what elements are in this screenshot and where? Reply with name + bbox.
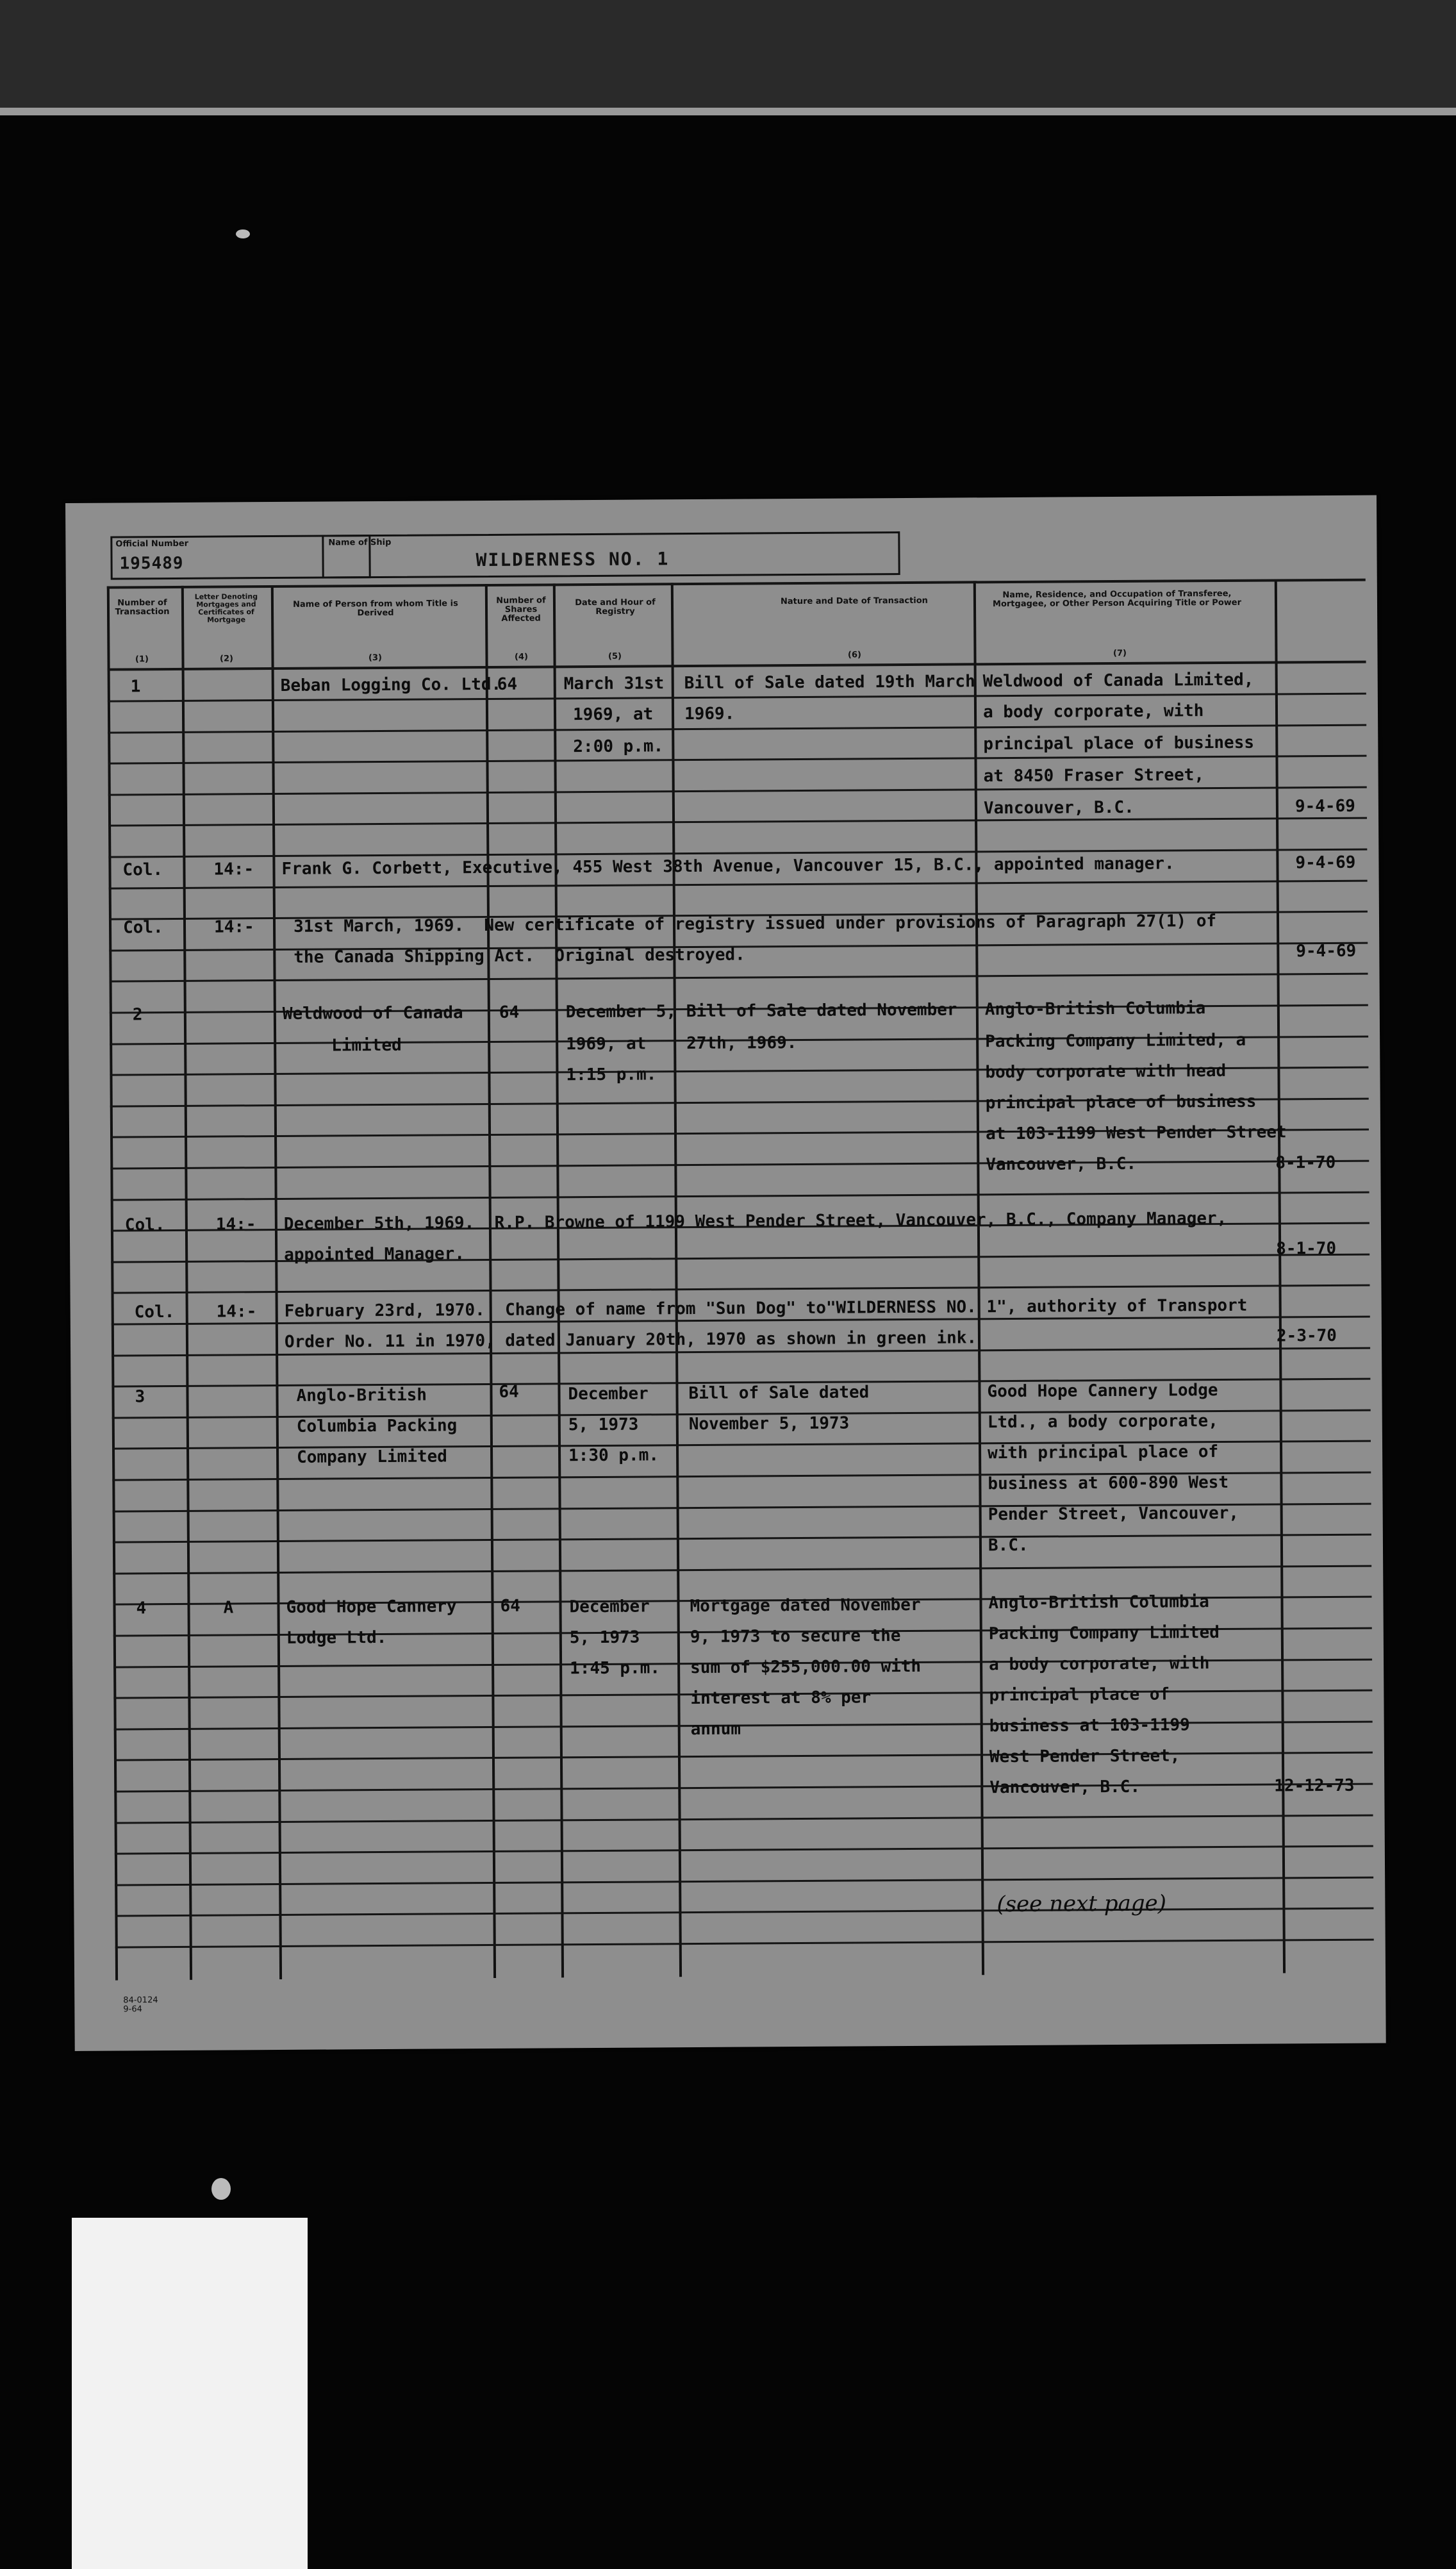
- entry-4-shares: 64: [500, 1596, 520, 1616]
- entry-4-transaction-line-5: annum: [690, 1719, 741, 1740]
- entry-2-title-from-line-2: Limited: [331, 1035, 402, 1056]
- entry-4-letter: A: [223, 1598, 234, 1618]
- entry-3-transaction-line-2: November 5, 1973: [688, 1413, 850, 1434]
- ship-name-label: Name of Ship: [328, 537, 392, 548]
- row-rule: [108, 786, 1367, 796]
- col-5-heading: Date and Hour of Registry: [575, 597, 656, 617]
- entry-2-transferee-line-3: body corporate with head: [985, 1061, 1227, 1083]
- entry-2-transferee-line-6: Vancouver, B.C.: [986, 1154, 1137, 1175]
- entry-1-transferee-line-2: a body corporate, with: [982, 701, 1204, 722]
- entry-4-transferee-line-5: business at 103-1199: [989, 1715, 1190, 1736]
- row-rule: [114, 1783, 1373, 1793]
- entry-1-title-from: Beban Logging Co. Ltd.: [280, 674, 502, 695]
- microfilm-top-band: [0, 0, 1456, 115]
- memo-4-text-line-2: Order No. 11 in 1970, dated January 20th, 1970 as shown in green ink.: [284, 1328, 977, 1352]
- entry-1-date: 9-4-69: [1295, 796, 1355, 817]
- memo-2-label: Col.: [122, 918, 163, 938]
- entry-2-number: 2: [132, 1005, 143, 1025]
- entry-4-registry-line-2: 5, 1973: [569, 1627, 640, 1648]
- entry-3-title-from-line-1: Anglo-British: [296, 1385, 427, 1406]
- entry-4-transferee-line-1: Anglo-British Columbia: [988, 1592, 1209, 1613]
- entry-2-registry-line-2: 1969, at: [566, 1034, 647, 1054]
- form-number-line-1: 84-0124: [123, 1995, 158, 2006]
- entry-2-shares: 64: [499, 1002, 520, 1022]
- entry-3-title-from-line-2: Columbia Packing: [296, 1416, 458, 1436]
- col-7-heading: Name, Residence, and Occupation of Transferee, Mortgagee, or Other Person Acquiring Title or Power: [992, 588, 1242, 610]
- entry-2-registry-line-3: 1:15 p.m.: [566, 1065, 657, 1085]
- memo-3-letter: 14:-: [215, 1215, 256, 1235]
- entry-4-title-from-line-2: Lodge Ltd.: [286, 1627, 387, 1648]
- memo-2-text-line-2: the Canada Shipping Act. Original destroyed.: [294, 945, 745, 967]
- memo-2-date: 9-4-69: [1296, 941, 1357, 961]
- entry-3-transferee-line-5: Pender Street, Vancouver,: [988, 1503, 1239, 1525]
- entry-1-shares: 64: [497, 674, 518, 694]
- entry-1-transaction-line-1: Bill of Sale dated 19th March: [684, 672, 975, 694]
- see-next-page-note: (see next page): [997, 1890, 1167, 1918]
- entry-1-transferee-line-3: principal place of business: [983, 733, 1255, 754]
- row-rule: [108, 724, 1366, 734]
- col-2-number: (2): [219, 654, 234, 664]
- col-4-heading: Number of Shares Affected: [496, 595, 546, 624]
- entry-3-registry-line-1: December: [568, 1384, 649, 1404]
- entry-4-transferee-line-7: Vancouver, B.C.: [989, 1777, 1141, 1798]
- row-rule: [115, 1939, 1374, 1949]
- official-number: 195489: [119, 553, 184, 574]
- row-rule: [115, 1908, 1373, 1917]
- entry-3-transaction-line-1: Bill of Sale dated: [688, 1383, 870, 1404]
- entry-3-registry-line-3: 1:30 p.m.: [568, 1445, 659, 1466]
- entry-4-transaction-line-4: interest at 8% per: [690, 1688, 872, 1709]
- col-5-number: (5): [608, 651, 622, 661]
- entry-4-registry-line-1: December: [569, 1597, 650, 1617]
- entry-1-number: 1: [130, 677, 141, 697]
- entry-4-number: 4: [136, 1599, 147, 1618]
- white-film-card: [72, 2218, 308, 2569]
- row-rule: [108, 755, 1366, 765]
- row-rule: [115, 1815, 1373, 1824]
- entry-3-transferee-line-4: business at 600-890 West: [988, 1472, 1229, 1494]
- col-6-heading: Nature and Date of Transaction: [780, 595, 928, 607]
- entry-3-registry-line-2: 5, 1973: [568, 1415, 639, 1435]
- entry-2-transaction-line-1: Bill of Sale dated November: [686, 1000, 957, 1022]
- register-grid: [65, 495, 1377, 503]
- official-number-label: Official Number: [115, 538, 189, 549]
- entry-4-date: 12-12-73: [1274, 1775, 1355, 1796]
- entry-1-transaction-line-2: 1969.: [684, 704, 735, 724]
- header-rule: [107, 579, 1366, 589]
- entry-3-transferee-line-1: Good Hope Cannery Lodge: [987, 1381, 1218, 1402]
- entry-2-transferee-line-2: Packing Company Limited, a: [985, 1030, 1246, 1052]
- entry-2-registry-line-1: December 5,: [565, 1002, 677, 1022]
- memo-3-text-line-2: appointed Manager.: [284, 1244, 465, 1265]
- row-rule: [110, 973, 1368, 983]
- entry-1-registry-line-3: 2:00 p.m.: [573, 736, 664, 757]
- memo-3-text-line-1: December 5th, 1969. R.P. Browne of 1199 West Pender Street, Vancouver, B.C., Company Manager,: [283, 1208, 1227, 1234]
- col-2-heading: Letter Denoting Mortgages and Certificates of Mortgage: [194, 592, 258, 624]
- entry-2-transaction-line-2: 27th, 1969.: [686, 1033, 797, 1054]
- entry-4-transaction-line-2: 9, 1973 to secure the: [690, 1626, 901, 1647]
- col-6-number: (6): [847, 650, 861, 660]
- memo-1-date: 9-4-69: [1295, 852, 1356, 873]
- memo-1-text: Frank G. Corbett, Executive, 455 West 38th Avenue, Vancouver 15, B.C., appointed manager.: [281, 854, 1175, 879]
- memo-4-date: 2-3-70: [1276, 1326, 1337, 1346]
- row-rule: [113, 1534, 1371, 1543]
- entry-2-transferee-line-5: at 103-1199 West Pender Street: [985, 1122, 1287, 1144]
- memo-3-label: Col.: [124, 1215, 165, 1235]
- entry-3-transferee-line-6: B.C.: [988, 1535, 1029, 1556]
- entry-1-transferee-line-5: Vancouver, B.C.: [983, 797, 1134, 819]
- row-rule: [115, 1877, 1373, 1886]
- row-rule: [108, 817, 1367, 827]
- entry-1-transferee-line-1: Weldwood of Canada Limited,: [982, 670, 1254, 692]
- entry-4-transferee-line-3: a body corporate, with: [989, 1654, 1210, 1675]
- memo-2-letter: 14:-: [213, 917, 254, 937]
- col-1-number: (1): [135, 654, 149, 665]
- entry-3-transferee-line-2: Ltd., a body corporate,: [987, 1411, 1218, 1433]
- form-number-line-2: 9-64: [123, 2004, 142, 2015]
- memo-4-text-line-1: February 23rd, 1970. Change of name from "Sun Dog" to"WILDERNESS NO. 1", authority of Transport: [284, 1295, 1248, 1321]
- row-rule: [111, 1192, 1369, 1201]
- row-rule: [109, 880, 1368, 890]
- col-3-heading: Name of Person from whom Title is Derived: [293, 599, 458, 619]
- memo-1-letter: 14:-: [213, 860, 254, 879]
- row-rule: [115, 1845, 1373, 1855]
- dust-speck: [211, 2178, 231, 2200]
- row-rule: [110, 1160, 1369, 1170]
- entry-1-registry-line-2: 1969, at: [572, 704, 654, 725]
- row-rule: [113, 1565, 1371, 1575]
- form-number: [123, 1996, 158, 2014]
- memo-4-label: Col.: [134, 1302, 175, 1322]
- dust-speck: [236, 229, 250, 238]
- ship-name: WILDERNESS NO. 1: [476, 548, 670, 571]
- row-rule: [114, 1752, 1373, 1761]
- entry-2-title-from-line-1: Weldwood of Canada: [282, 1003, 463, 1024]
- entry-4-transferee-line-6: West Pender Street,: [989, 1746, 1180, 1767]
- entry-2-date: 8-1-70: [1275, 1152, 1336, 1173]
- entry-1-transferee-line-4: at 8450 Fraser Street,: [983, 765, 1205, 786]
- memo-1-label: Col.: [122, 860, 163, 880]
- entry-3-transferee-line-3: with principal place of: [987, 1442, 1219, 1463]
- entry-3-shares: 64: [499, 1382, 519, 1402]
- entry-4-title-from-line-1: Good Hope Cannery: [286, 1597, 457, 1617]
- col-1-heading: Number of Transaction: [115, 598, 170, 617]
- entry-4-transferee-line-4: principal place of: [989, 1684, 1170, 1706]
- entry-4-transaction-line-1: Mortgage dated November: [690, 1595, 921, 1617]
- ship-register-page: [65, 495, 1386, 2051]
- memo-2-text-line-1: 31st March, 1969. New certificate of registry issued under provisions of Paragraph 27(1) of: [293, 911, 1217, 936]
- entry-1-registry-line-1: March 31st: [563, 674, 665, 694]
- entry-3-number: 3: [135, 1387, 145, 1407]
- entry-4-transaction-line-3: sum of $255,000.00 with: [690, 1656, 922, 1678]
- entry-2-transferee-line-4: principal place of business: [985, 1092, 1257, 1113]
- memo-4-letter: 14:-: [216, 1302, 257, 1322]
- memo-3-date: 8-1-70: [1276, 1238, 1337, 1259]
- header-rule: [108, 661, 1366, 671]
- col-4-number: (4): [514, 652, 528, 662]
- entry-3-title-from-line-3: Company Limited: [297, 1447, 448, 1467]
- col-3-number: (3): [368, 653, 382, 663]
- row-rule: [112, 1284, 1370, 1294]
- col-7-number: (7): [1113, 648, 1127, 659]
- entry-4-registry-line-3: 1:45 p.m.: [570, 1658, 661, 1679]
- entry-4-transferee-line-2: Packing Company Limited: [988, 1623, 1220, 1644]
- entry-2-transferee-line-1: Anglo-British Columbia: [984, 999, 1206, 1020]
